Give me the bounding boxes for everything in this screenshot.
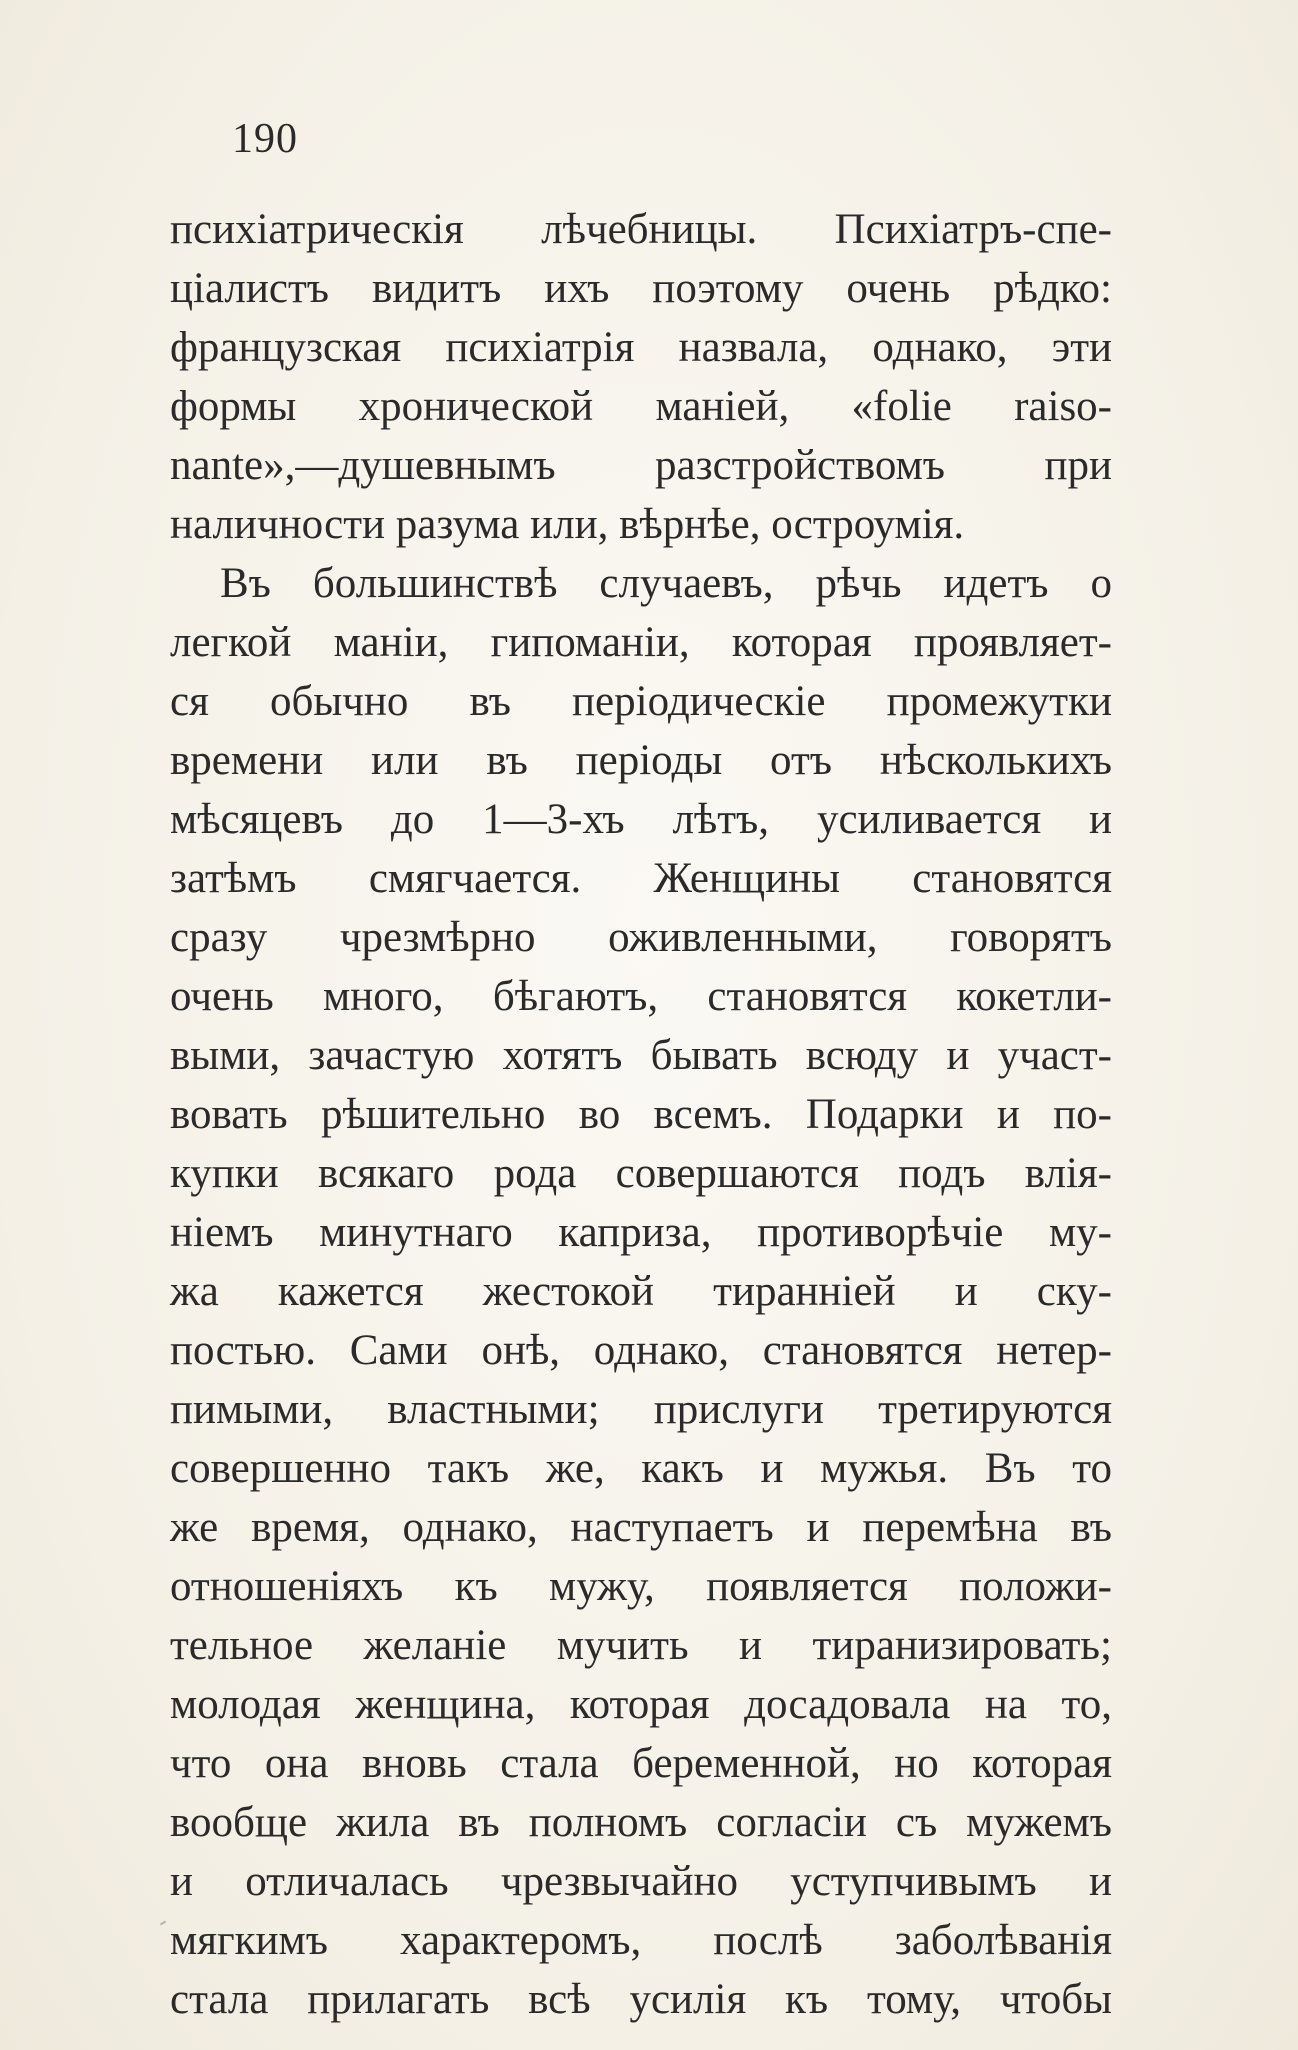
text-line: молодая женщина, которая досадовала на то, — [170, 1681, 1112, 1728]
text-line: и отличалась чрезвычайно уступчивымъ и — [170, 1858, 1112, 1905]
text-line: купки всякаго рода совершаются подъ влія- — [170, 1150, 1112, 1197]
text-line: совершенно такъ же, какъ и мужья. Въ то — [170, 1445, 1112, 1492]
text-line: затѣмъ смягчается. Женщины становятся — [170, 855, 1112, 902]
text-line: отношеніяхъ къ мужу, появляется положи- — [170, 1563, 1112, 1610]
text-line: жа кажется жестокой тиранніей и ску- — [170, 1268, 1112, 1315]
text-line: времени или въ періоды отъ нѣсколькихъ — [170, 737, 1112, 784]
text-line: выми, зачастую хотятъ бывать всюду и участ- — [170, 1032, 1112, 1079]
text-line: формы хронической маніей, «folie raiso- — [170, 383, 1112, 430]
page-number: 190 — [232, 116, 298, 162]
paper-speck — [160, 1921, 166, 1926]
text-line: французская психіатрія назвала, однако, эти — [170, 324, 1112, 371]
text-line: что она вновь стала беременной, но которая — [170, 1740, 1112, 1787]
text-line: психіатрическія лѣчебницы. Психіатръ-спе- — [170, 206, 1112, 253]
text-line: вовать рѣшительно во всемъ. Подарки и по- — [170, 1091, 1112, 1138]
text-line: мягкимъ характеромъ, послѣ заболѣванія — [170, 1917, 1112, 1964]
text-line: ніемъ минутнаго каприза, противорѣчіе му- — [170, 1209, 1112, 1256]
text-line: nante»,—душевнымъ разстройствомъ при — [170, 442, 1112, 489]
text-line: легкой маніи, гипоманіи, которая проявляет- — [170, 619, 1112, 666]
text-line: наличности разума или, вѣрнѣе, остроумія. — [170, 501, 965, 548]
text-line: же время, однако, наступаетъ и перемѣна въ — [170, 1504, 1112, 1551]
text-line: ся обычно въ періодическіе промежутки — [170, 678, 1112, 725]
text-line: сразу чрезмѣрно оживленными, говорятъ — [170, 914, 1112, 961]
body-text — [170, 200, 1112, 2029]
text-line: постью. Сами онѣ, однако, становятся нетер- — [170, 1327, 1112, 1374]
text-line: стала прилагать всѣ усилія къ тому, чтобы — [170, 1976, 1112, 2023]
text-line: Въ большинствѣ случаевъ, рѣчь идетъ о — [220, 560, 1112, 607]
text-line: очень много, бѣгаютъ, становятся кокетли- — [170, 973, 1112, 1020]
text-line: ціалистъ видитъ ихъ поэтому очень рѣдко: — [170, 265, 1112, 312]
text-line: пимыми, властными; прислуги третируются — [170, 1386, 1112, 1433]
text-line: тельное желаніе мучить и тиранизировать; — [170, 1622, 1112, 1669]
text-line: мѣсяцевъ до 1—3-хъ лѣтъ, усиливается и — [170, 796, 1112, 843]
text-line: вообще жила въ полномъ согласіи съ мужемъ — [170, 1799, 1112, 1846]
